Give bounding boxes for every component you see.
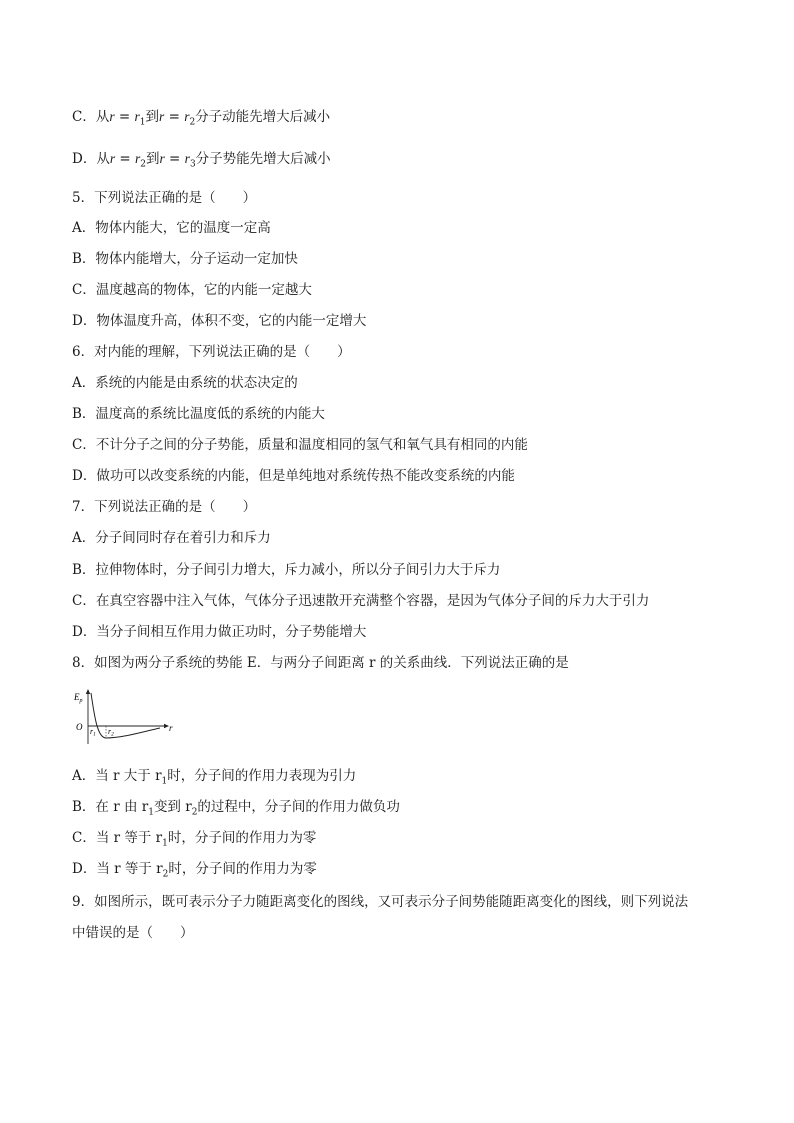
option-tail: 分子势能先增大后减小 [195, 151, 331, 167]
origin-label: O [76, 722, 83, 732]
q6-option-c: C．不计分子之间的分子势能，质量和温度相同的氢气和氧气具有相同的内能 [72, 437, 528, 453]
q5-option-b: B．物体内能增大，分子运动一定加快 [72, 251, 298, 267]
x-axis-label: r [169, 723, 173, 733]
equals: = [114, 109, 135, 125]
y-axis-label: $E_p$ [74, 692, 83, 704]
q8-option-d: D．当 r 等于 $r_2$时，分子间的作用力为零 [72, 861, 317, 880]
q8-option-a: A．当 r 大于 $r_1$时，分子间的作用力表现为引力 [72, 768, 357, 787]
option-mid: 到 [145, 109, 160, 125]
sub-index: 2 [140, 159, 146, 170]
y-axis-arrow-icon [86, 689, 90, 694]
q5-stem: 5．下列说法正确的是（ ） [72, 190, 257, 206]
q8-option-c: C．当 r 等于 $r_1$时，分子间的作用力为零 [72, 830, 317, 849]
potential-energy-curve-figure [72, 688, 182, 748]
q7-option-d: D．当分子间相互作用力做正功时，分子势能增大 [72, 624, 367, 640]
option-mid: 到 [146, 151, 160, 167]
q8-stem: 8．如图为两分子系统的势能 E．与两分子间距离 r 的关系曲线．下列说法正确的是 [72, 655, 569, 671]
q5-option-c: C．温度越高的物体，它的内能一定越大 [72, 282, 312, 298]
q7-option-a: A．分子间同时存在着引力和斥力 [72, 530, 271, 546]
option-tail: 分子动能先增大后减小 [195, 109, 331, 125]
sub-index: 1 [139, 117, 146, 128]
q7-stem: 7．下列说法正确的是（ ） [72, 499, 257, 515]
q9-stem-line2: 中错误的是（ ） [72, 925, 194, 941]
q4-option-d: D．从$r = r_2$到$r = r_3$分子势能先增大后减小 [72, 151, 331, 170]
r1-label: r1 [90, 727, 96, 738]
ep-curve [91, 693, 160, 738]
option-lead: C．从 [72, 109, 110, 125]
q6-option-a: A．系统的内能是由系统的状态决定的 [72, 375, 298, 391]
q4-option-c: C．从$r = r_1$到$r = r_2$分子动能先增大后减小 [72, 109, 331, 128]
q8-option-b: B．在 r 由 $r_1$变到 $r_2$的过程中，分子间的作用力做负功 [72, 799, 400, 818]
var-r: r [109, 151, 116, 166]
q6-option-d: D．做功可以改变系统的内能，但是单纯地对系统传热不能改变系统的内能 [72, 468, 515, 484]
q6-stem: 6．对内能的理解，下列说法正确的是（ ） [72, 344, 351, 360]
q7-option-c: C．在真空容器中注入气体，气体分子迅速散开充满整个容器，是因为气体分子间的斥力大于引力 [72, 593, 650, 609]
q7-option-b: B．拉伸物体时，分子间引力增大，斥力减小，所以分子间引力大于斥力 [72, 562, 501, 578]
sub-index: 2 [189, 117, 196, 128]
option-lead: D．从 [72, 151, 110, 167]
q6-option-b: B．温度高的系统比温度低的系统的内能大 [72, 406, 325, 422]
q5-option-d: D．物体温度升高，体积不变，它的内能一定增大 [72, 313, 367, 329]
q9-stem-line1: 9．如图所示，既可表示分子力随距离变化的图线，又可表示分子间势能随距离变化的图线，则下列说法 [72, 894, 689, 910]
r2-label: r2 [108, 727, 114, 738]
sub-index: 3 [189, 159, 196, 170]
var-r: r [109, 109, 115, 124]
q5-option-a: A．物体内能大，它的温度一定高 [72, 220, 271, 236]
equals: = [115, 151, 135, 167]
